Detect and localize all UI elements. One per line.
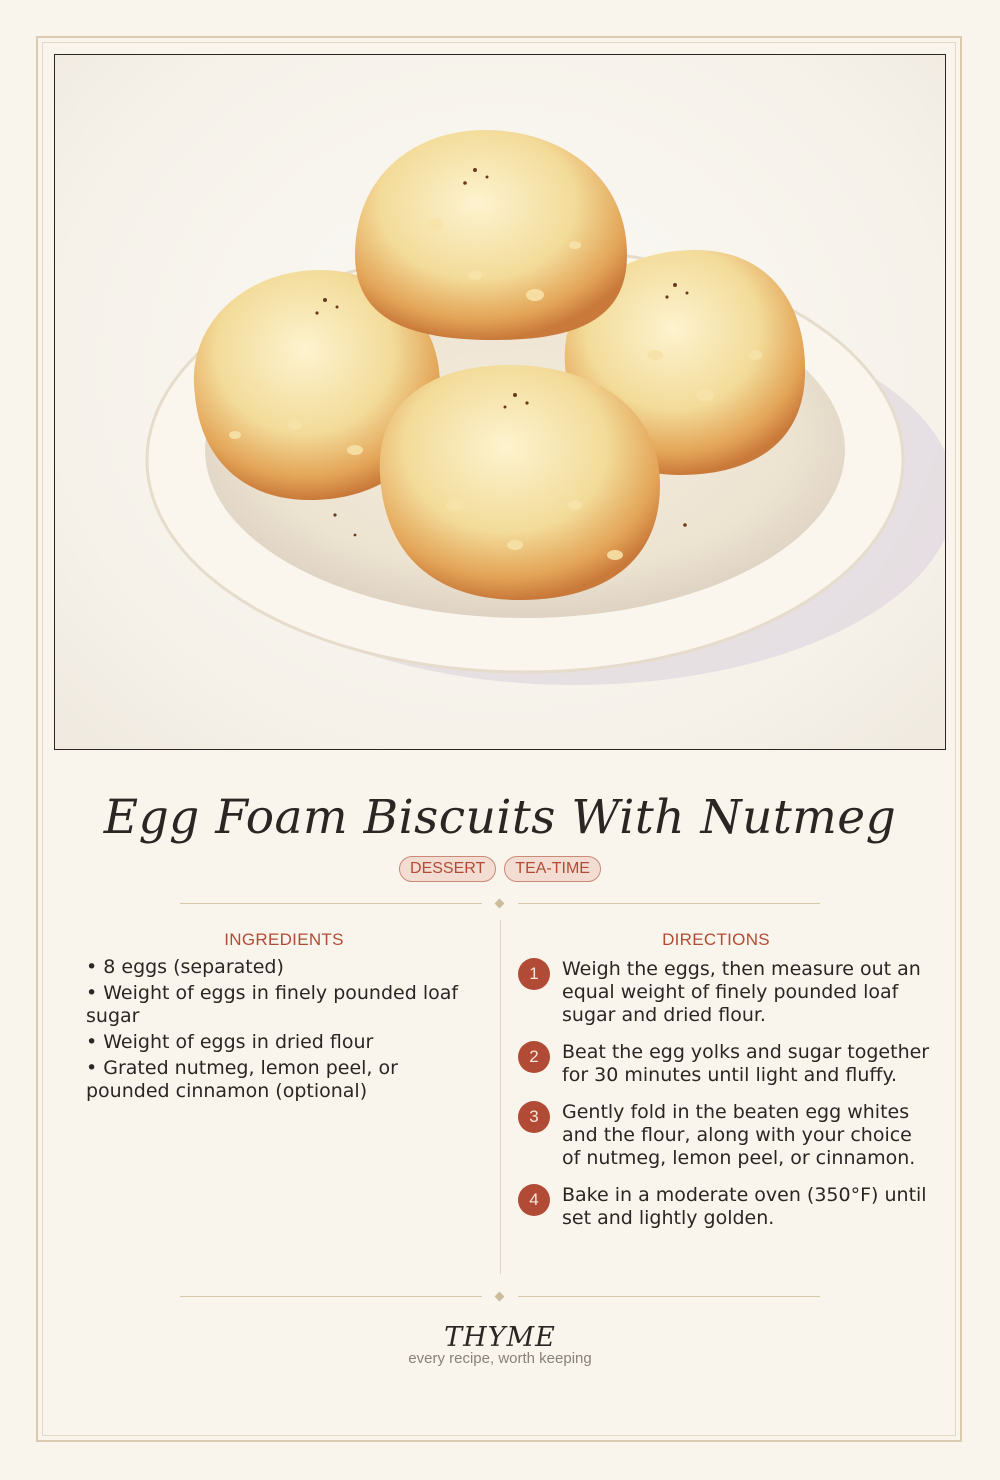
- ingredient-item: • Grated nutmeg, lemon peel, or pounded cinnamon (optional): [86, 1057, 398, 1102]
- ingredients-heading: INGREDIENTS: [224, 930, 344, 949]
- direction-step: [516, 958, 936, 1027]
- column-divider: [500, 920, 501, 1274]
- recipe-photo: [54, 54, 946, 750]
- ingredient-item: • 8 eggs (separated): [86, 956, 284, 978]
- brand-logo: THYME: [444, 1322, 556, 1353]
- tag-list: [0, 856, 1000, 882]
- diamond-ornament-icon: [495, 1292, 505, 1302]
- biscuit-top: [355, 130, 627, 340]
- step-number-badge: 3: [518, 1101, 550, 1133]
- tag-tea-time[interactable]: TEA-TIME: [504, 856, 601, 882]
- step-text: Weigh the eggs, then measure out an equal weight of finely pounded loaf sugar and dried flour.: [562, 958, 921, 1026]
- step-text: Bake in a moderate oven (350°F) until set and lightly golden.: [562, 1184, 927, 1229]
- section-divider-bottom: [180, 1291, 820, 1303]
- step-number-badge: 1: [518, 958, 550, 990]
- step-text: Gently fold in the beaten egg whites and the flour, along with your choice of nutmeg, lemon peel, or cinnamon.: [562, 1101, 916, 1169]
- step-number-badge: 4: [518, 1184, 550, 1216]
- direction-step: [516, 1041, 936, 1087]
- direction-step: [516, 1184, 936, 1230]
- biscuit-front: [380, 365, 660, 600]
- ingredient-item: • Weight of eggs in finely pounded loaf sugar: [86, 982, 459, 1027]
- directions-list: [516, 958, 936, 1244]
- tag-dessert[interactable]: DESSERT: [399, 856, 496, 882]
- brand-tagline: every recipe, worth keeping: [408, 1350, 592, 1367]
- biscuits-illustration: [55, 55, 945, 749]
- ingredients-list: [86, 956, 466, 1106]
- diamond-ornament-icon: [495, 899, 505, 909]
- directions-heading: DIRECTIONS: [662, 930, 770, 949]
- ingredient-item: • Weight of eggs in dried flour: [86, 1031, 374, 1053]
- step-number-badge: 2: [518, 1041, 550, 1073]
- direction-step: [516, 1101, 936, 1170]
- recipe-title: Egg Foam Biscuits With Nutmeg: [103, 790, 897, 845]
- section-divider-top: [180, 898, 820, 910]
- step-text: Beat the egg yolks and sugar together for 30 minutes until light and fluffy.: [562, 1041, 930, 1086]
